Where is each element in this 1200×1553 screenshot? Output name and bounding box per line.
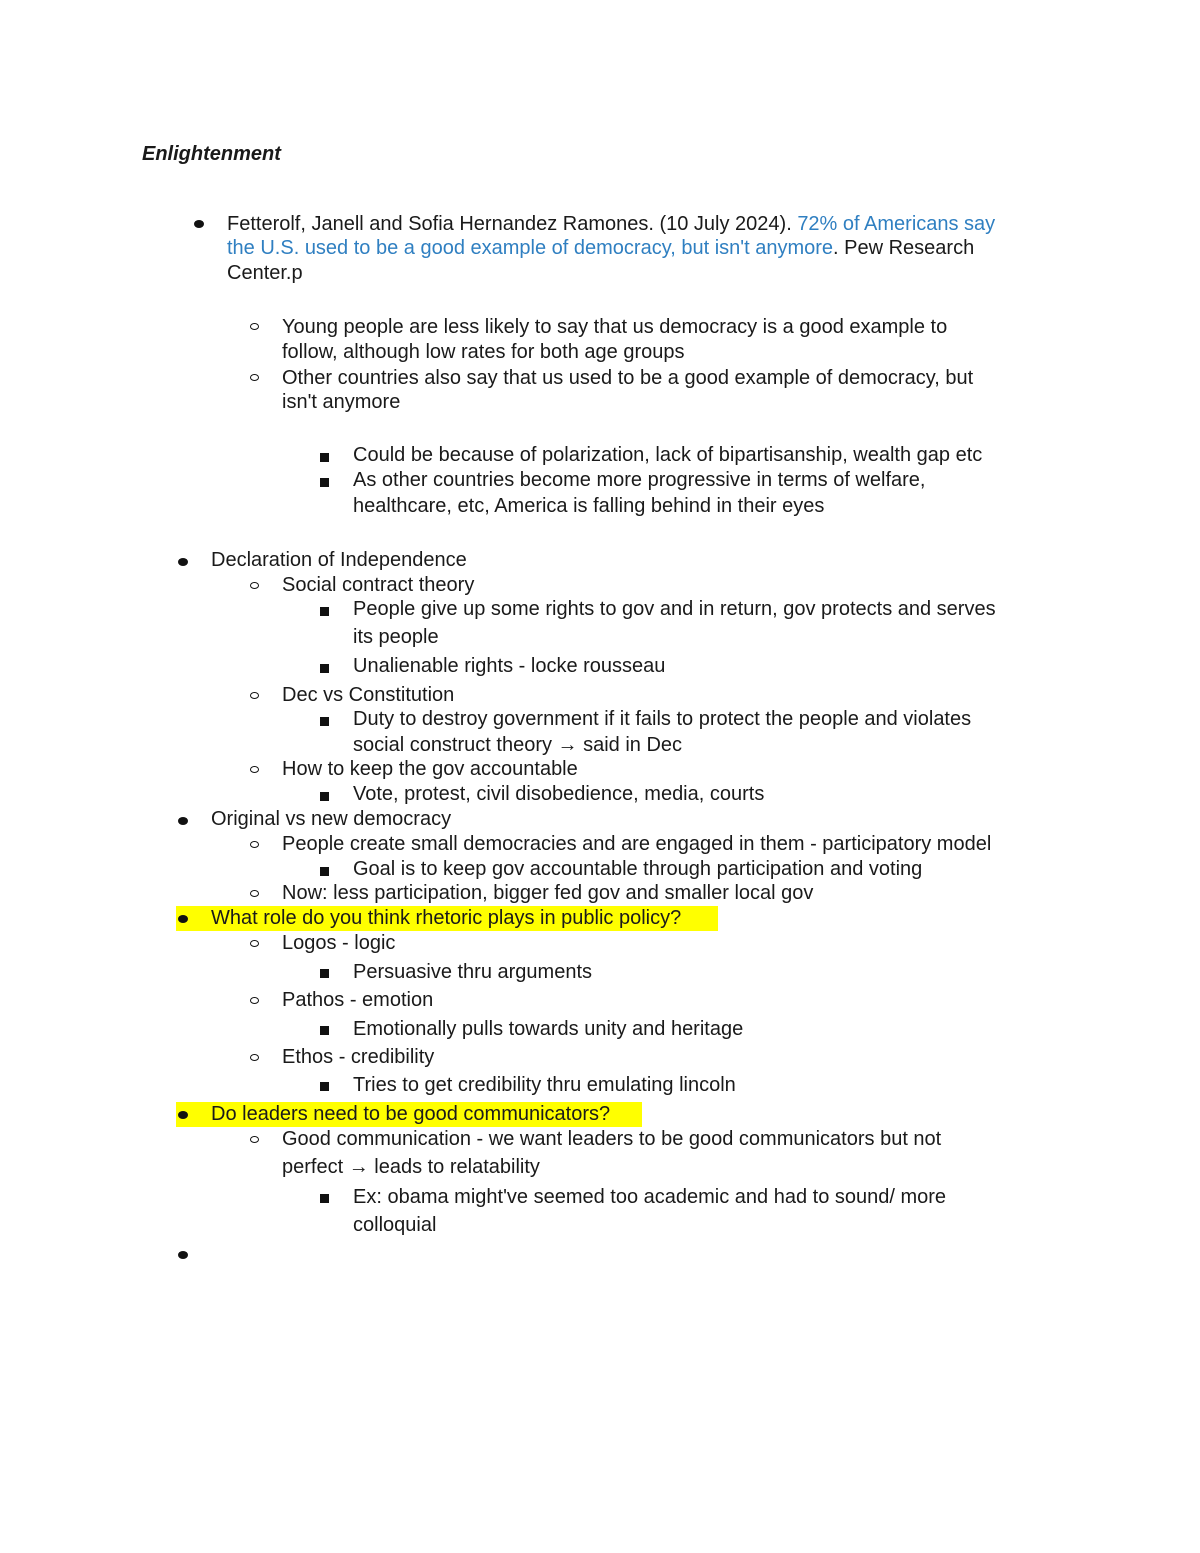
list-item-continued: its people xyxy=(353,626,439,648)
highlighted-question: What role do you think rhetoric plays in public policy? xyxy=(211,907,682,929)
bullet-circle-icon xyxy=(250,940,259,947)
bullet-square-icon xyxy=(320,1194,329,1203)
bullet-disc-icon xyxy=(178,915,188,923)
bullet-circle-icon xyxy=(250,1054,259,1061)
bullet-disc-icon xyxy=(194,220,204,228)
highlighted-question: Do leaders need to be good communicators? xyxy=(211,1103,611,1125)
citation-line-2 xyxy=(227,236,974,261)
list-item: Unalienable rights - locke rousseau xyxy=(353,655,666,677)
bullet-square-icon xyxy=(320,1082,329,1091)
bullet-disc-icon xyxy=(178,1111,188,1119)
bullet-circle-icon xyxy=(250,374,259,381)
list-item: Tries to get credibility thru emulating lincoln xyxy=(353,1074,736,1096)
list-item: How to keep the gov accountable xyxy=(282,758,578,780)
citation-link-part-2[interactable]: the U.S. used to be a good example of democracy, but isn't anymore xyxy=(227,237,834,259)
list-item: People create small democracies and are engaged in them - participatory model xyxy=(282,833,992,855)
bullet-square-icon xyxy=(320,664,329,673)
bullet-square-icon xyxy=(320,792,329,801)
list-item: Goal is to keep gov accountable through participation and voting xyxy=(353,858,923,880)
list-item: Original vs new democracy xyxy=(211,808,452,830)
citation-line-1 xyxy=(227,212,995,237)
citation-authors: Fetterolf, Janell and Sofia Hernandez Ramones. (10 July 2024). xyxy=(227,213,798,235)
list-item: Now: less participation, bigger fed gov and smaller local gov xyxy=(282,882,814,904)
bullet-disc-icon xyxy=(178,1251,188,1259)
list-item: People give up some rights to gov and in return, gov protects and serves xyxy=(353,598,996,620)
bullet-circle-icon xyxy=(250,582,259,589)
bullet-square-icon xyxy=(320,969,329,978)
bullet-circle-icon xyxy=(250,1136,259,1143)
bullet-circle-icon xyxy=(250,323,259,330)
bullet-square-icon xyxy=(320,607,329,616)
list-item: Logos - logic xyxy=(282,932,396,954)
list-item: Vote, protest, civil disobedience, media, courts xyxy=(353,783,765,805)
list-item-continued: perfect → leads to relatability xyxy=(282,1156,540,1178)
list-item-continued: isn't anymore xyxy=(282,391,401,413)
list-item: Dec vs Constitution xyxy=(282,684,455,706)
bullet-circle-icon xyxy=(250,692,259,699)
bullet-disc-icon xyxy=(178,558,188,566)
list-item-continued: social construct theory → said in Dec xyxy=(353,734,683,756)
citation-link-part-1[interactable]: 72% of Americans say xyxy=(797,213,996,235)
bullet-square-icon xyxy=(320,717,329,726)
citation-publisher: . Pew Research xyxy=(833,237,975,259)
list-item: Other countries also say that us used to be a good example of democracy, but xyxy=(282,367,974,389)
list-item: Declaration of Independence xyxy=(211,549,467,571)
bullet-square-icon xyxy=(320,867,329,876)
list-item: Young people are less likely to say that us democracy is a good example to xyxy=(282,316,948,338)
list-item: Could be because of polarization, lack of bipartisanship, wealth gap etc xyxy=(353,444,983,466)
bullet-disc-icon xyxy=(178,817,188,825)
bullet-square-icon xyxy=(320,453,329,462)
list-item: Pathos - emotion xyxy=(282,989,434,1011)
list-item-continued: healthcare, etc, America is falling behind in their eyes xyxy=(353,495,825,517)
bullet-circle-icon xyxy=(250,841,259,848)
bullet-circle-icon xyxy=(250,890,259,897)
list-item: Emotionally pulls towards unity and heritage xyxy=(353,1018,744,1040)
list-item: Duty to destroy government if it fails to protect the people and violates xyxy=(353,708,972,730)
bullet-square-icon xyxy=(320,478,329,487)
page-title: Enlightenment xyxy=(142,143,281,165)
list-item: Ethos - credibility xyxy=(282,1046,435,1068)
list-item-continued: colloquial xyxy=(353,1214,437,1236)
list-item: Social contract theory xyxy=(282,574,475,596)
list-item: Good communication - we want leaders to be good communicators but not xyxy=(282,1128,942,1150)
list-item: Ex: obama might've seemed too academic and had to sound/ more xyxy=(353,1186,947,1208)
list-item: Persuasive thru arguments xyxy=(353,961,593,983)
list-item-continued: follow, although low rates for both age groups xyxy=(282,341,685,363)
bullet-circle-icon xyxy=(250,766,259,773)
citation-line-3: Center.p xyxy=(227,262,303,284)
list-item: As other countries become more progressive in terms of welfare, xyxy=(353,469,926,491)
bullet-square-icon xyxy=(320,1026,329,1035)
bullet-circle-icon xyxy=(250,997,259,1004)
